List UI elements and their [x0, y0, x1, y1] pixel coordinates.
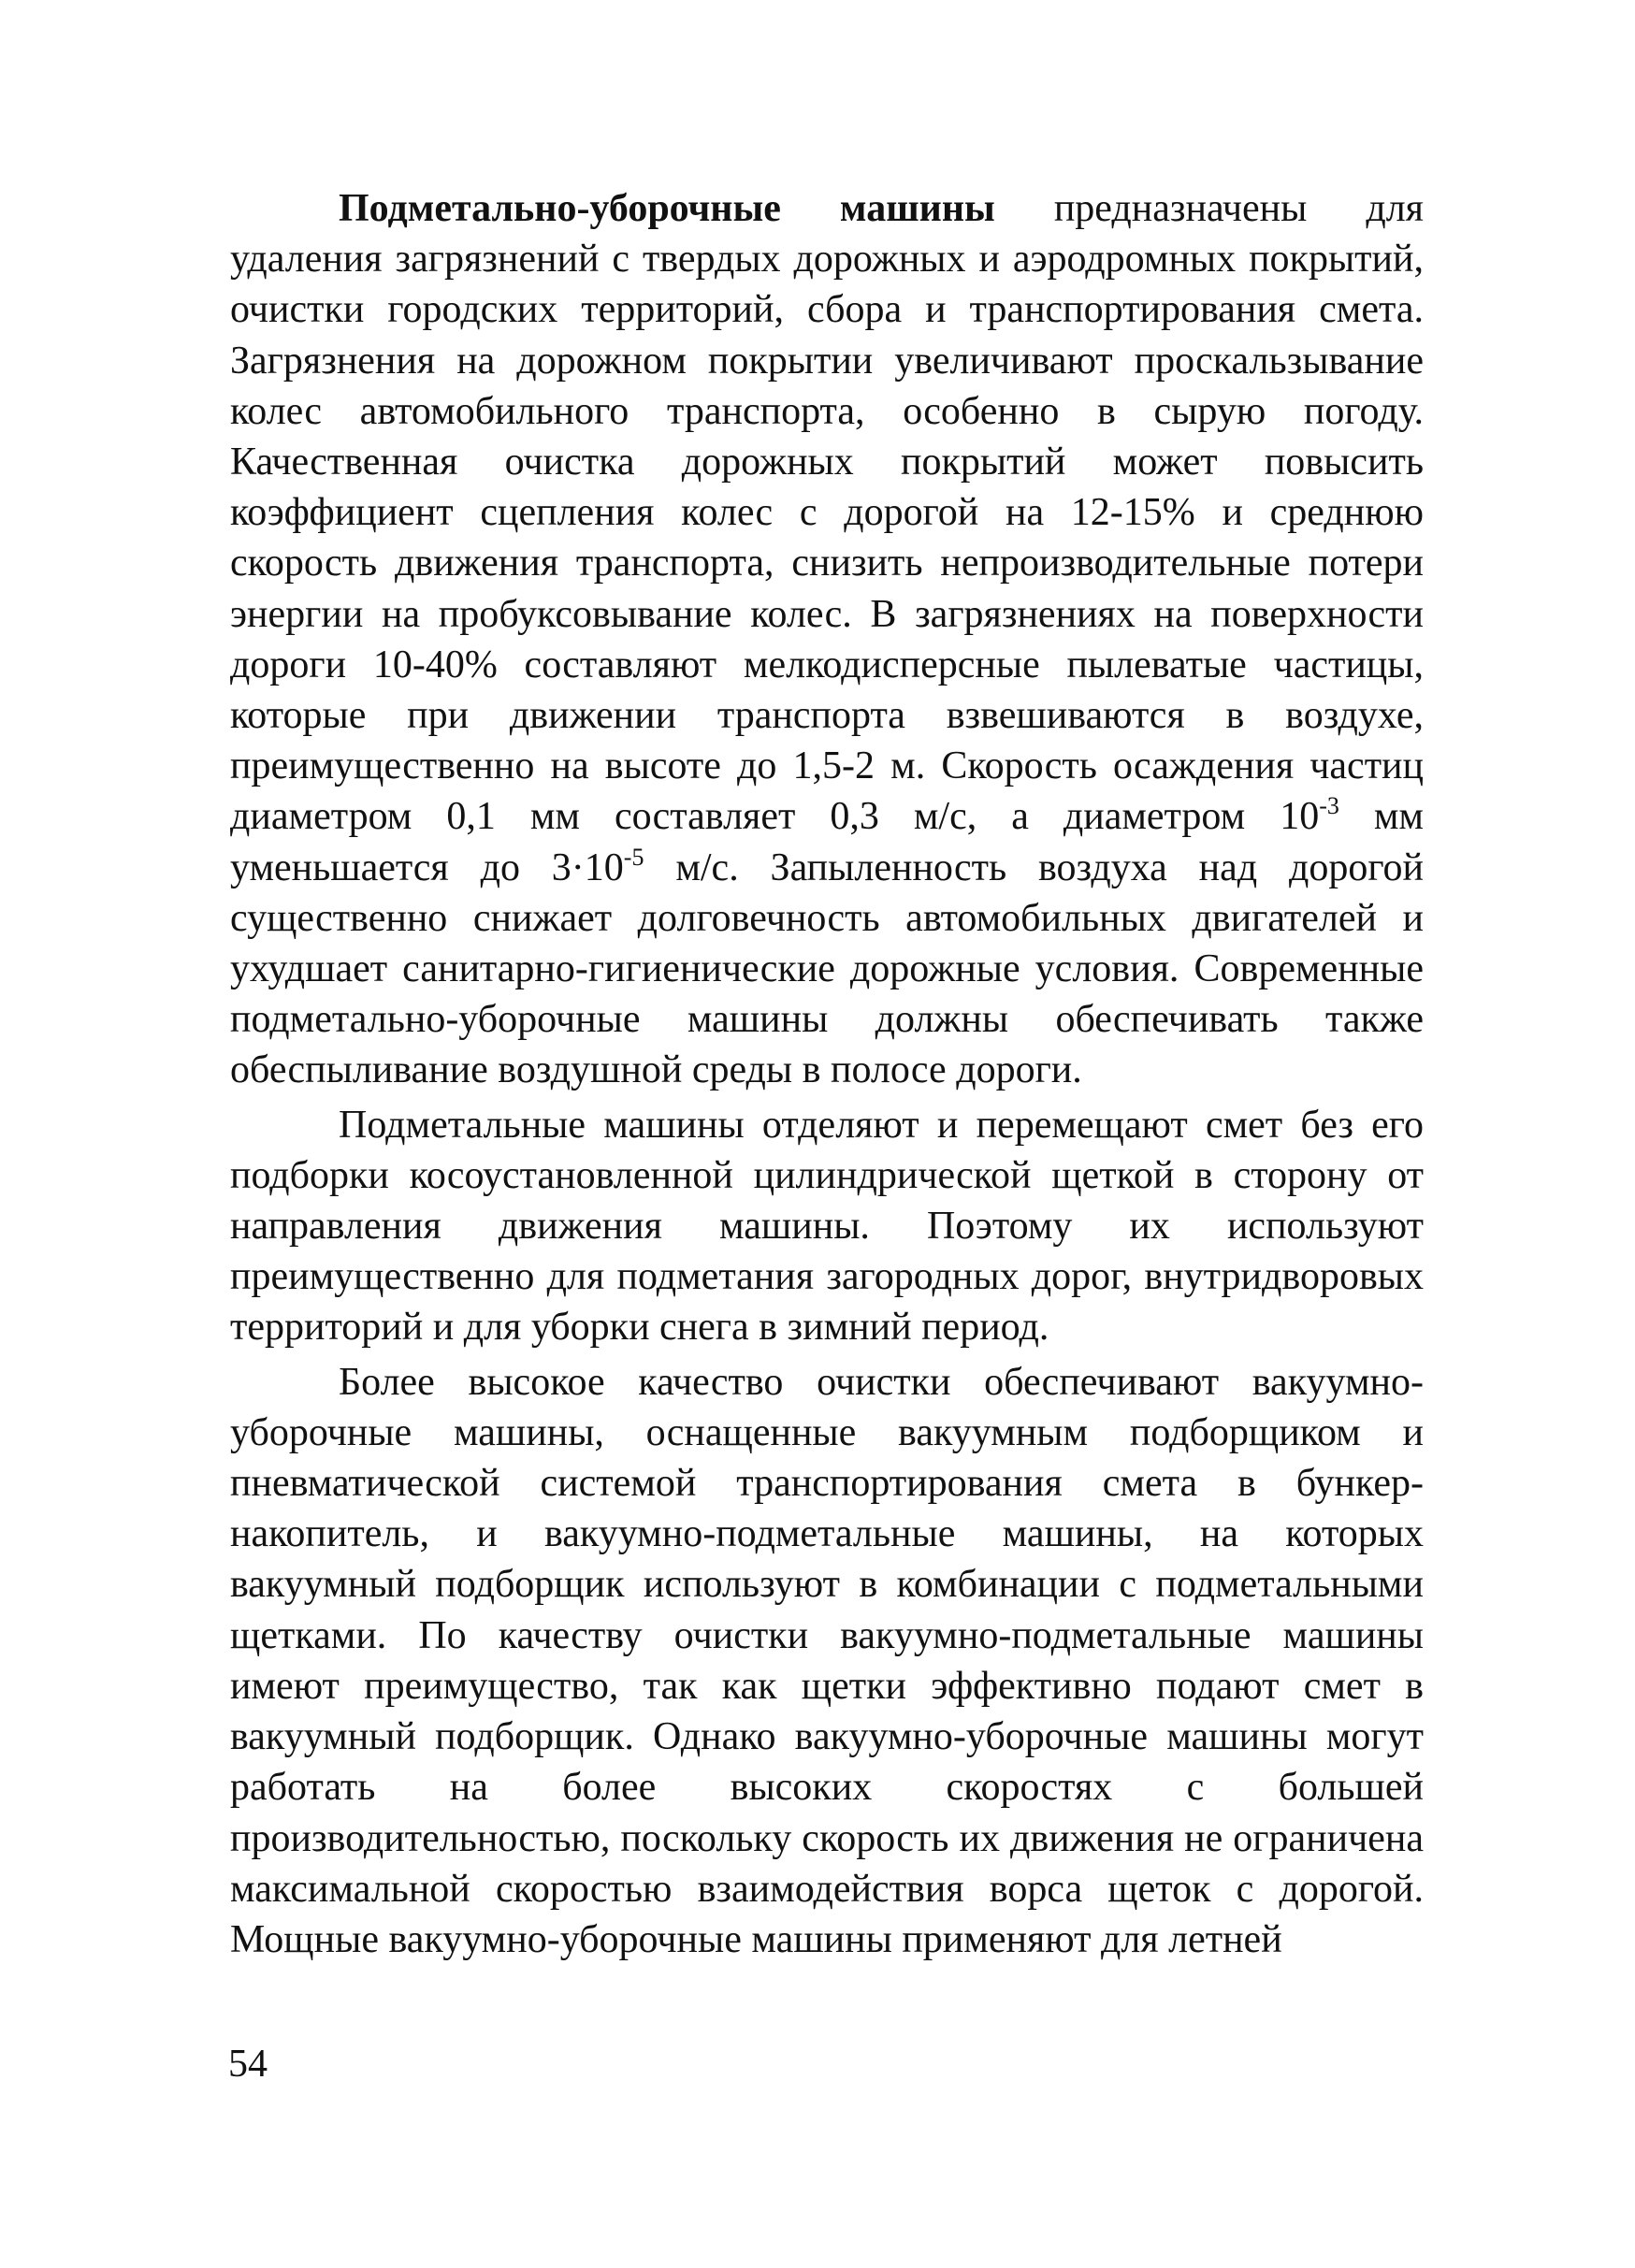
body-text — [230, 183, 1424, 1965]
paragraph-1-text: предназначены для удаления загрязнений с твердых дорожных и аэродромных покрытий, очистки городских территорий, сбора и транспортирования смета. Загрязнения на дорожном покрытии увеличивают проскальзывание колес автомобильного транспорта, особенно в сырую погоду. Качественная очистка дорожных покрытий может повысить коэффициент сцепления колес с дорогой на 12-15% и среднюю скорость движения транспорта, снизить непроизводительные потери энергии на пробуксовывание колес. В загрязнениях на поверхности дороги 10-40% составляют мелкодисперсные пылеватые частицы, которые при движении транспорта взвешиваются в воздухе, преимущественно на высоте до 1,5-2 м. Скорость осаждения частиц диаметром 0,1 мм составляет 0,3 м/с, а диаметром — [230, 187, 1424, 839]
paragraph-1-text-end: м/с. Запыленность воздуха над дорогой существенно снижает долговечность автомобильных двигателей и ухудшает санитарно-гигиенические дорожные условия. Современные подметально-уборочные машины должны обеспечивать также обеспыливание воздушной среды в полосе дороги. — [230, 845, 1424, 1092]
paragraph-3: Более высокое качество очистки обеспечивают вакуумно-уборочные машины, оснащенные вакуумным подборщиком и пневматической системой транспортирования смета в бункер-накопитель, и вакуумно-подметальные машины, на которых вакуумный подборщик используют в комбинации с подметальными щетками. По качеству очистки вакуумно-подметальные машины имеют преимущество, так как щетки эффективно подают смет в вакуумный подборщик. Однако вакуумно-уборочные машины могут работать на более высоких скоростях с большей производительностью, поскольку скорость их движения не ограничена максимальной скоростью взаимодействия ворса щеток с дорогой. Мощные вакуумно-уборочные машины применяют для летней — [230, 1360, 1424, 1961]
paragraph-2: Подметальные машины отделяют и перемещают смет без его подборки косоустановленной цилиндрической щеткой в сторону от направления движения машины. Поэтому их используют преимущественно для подметания загородных дорог, внутридворовых территорий и для уборки снега в зимний период. — [230, 1103, 1424, 1350]
paragraph-1 — [230, 183, 1424, 1096]
lead-term: Подметально-уборочные машины — [339, 187, 995, 230]
formula-base: 10 — [1280, 795, 1320, 839]
formula-exponent: -3 — [1319, 792, 1339, 820]
paragraph-1-text-mid: мм уменьшается до 3·10 — [230, 795, 1425, 889]
page-number: 54 — [228, 2043, 268, 2086]
formula-exponent: -5 — [623, 843, 644, 871]
